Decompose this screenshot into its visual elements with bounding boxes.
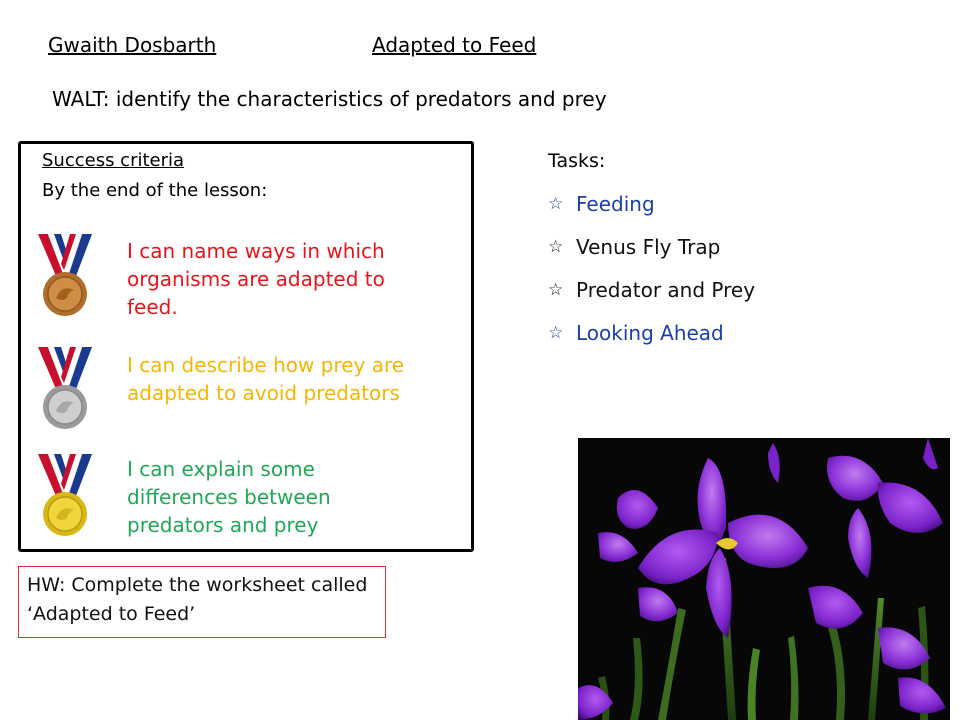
- task-feeding[interactable]: [548, 192, 655, 216]
- lesson-title: Adapted to Feed: [372, 33, 537, 57]
- homework-box: HW: Complete the worksheet called ‘Adapted to Feed’: [18, 566, 386, 638]
- task-looking-ahead[interactable]: [548, 321, 724, 345]
- task-venus-fly-trap[interactable]: [548, 235, 720, 259]
- bronze-medal-icon: [34, 232, 96, 318]
- criteria-gold-text: I can explain some differences between predators and prey: [127, 457, 331, 537]
- star-icon: ☆: [548, 280, 564, 300]
- task-label: Venus Fly Trap: [576, 235, 721, 259]
- task-label: Predator and Prey: [576, 278, 756, 302]
- star-icon: ☆: [548, 237, 564, 257]
- tasks-title: Tasks:: [548, 150, 606, 172]
- task-label: Looking Ahead: [576, 321, 724, 345]
- class-name: Gwaith Dosbarth: [48, 33, 217, 57]
- success-criteria-title: Success criteria: [42, 150, 185, 171]
- star-icon: ☆: [548, 323, 564, 343]
- walt-objective: WALT: identify the characteristics of predators and prey: [52, 87, 607, 111]
- criteria-bronze-text: I can name ways in which organisms are adapted to feed.: [127, 239, 385, 319]
- criteria-silver-text: I can describe how prey are adapted to avoid predators: [127, 353, 405, 405]
- success-criteria-subtitle: By the end of the lesson:: [42, 180, 268, 201]
- task-label: Feeding: [576, 192, 655, 216]
- gold-medal-icon: [34, 452, 96, 538]
- task-predator-and-prey[interactable]: [548, 278, 755, 302]
- star-icon: ☆: [548, 194, 564, 214]
- iris-flowers-image: [578, 438, 950, 720]
- silver-medal-icon: [34, 345, 96, 431]
